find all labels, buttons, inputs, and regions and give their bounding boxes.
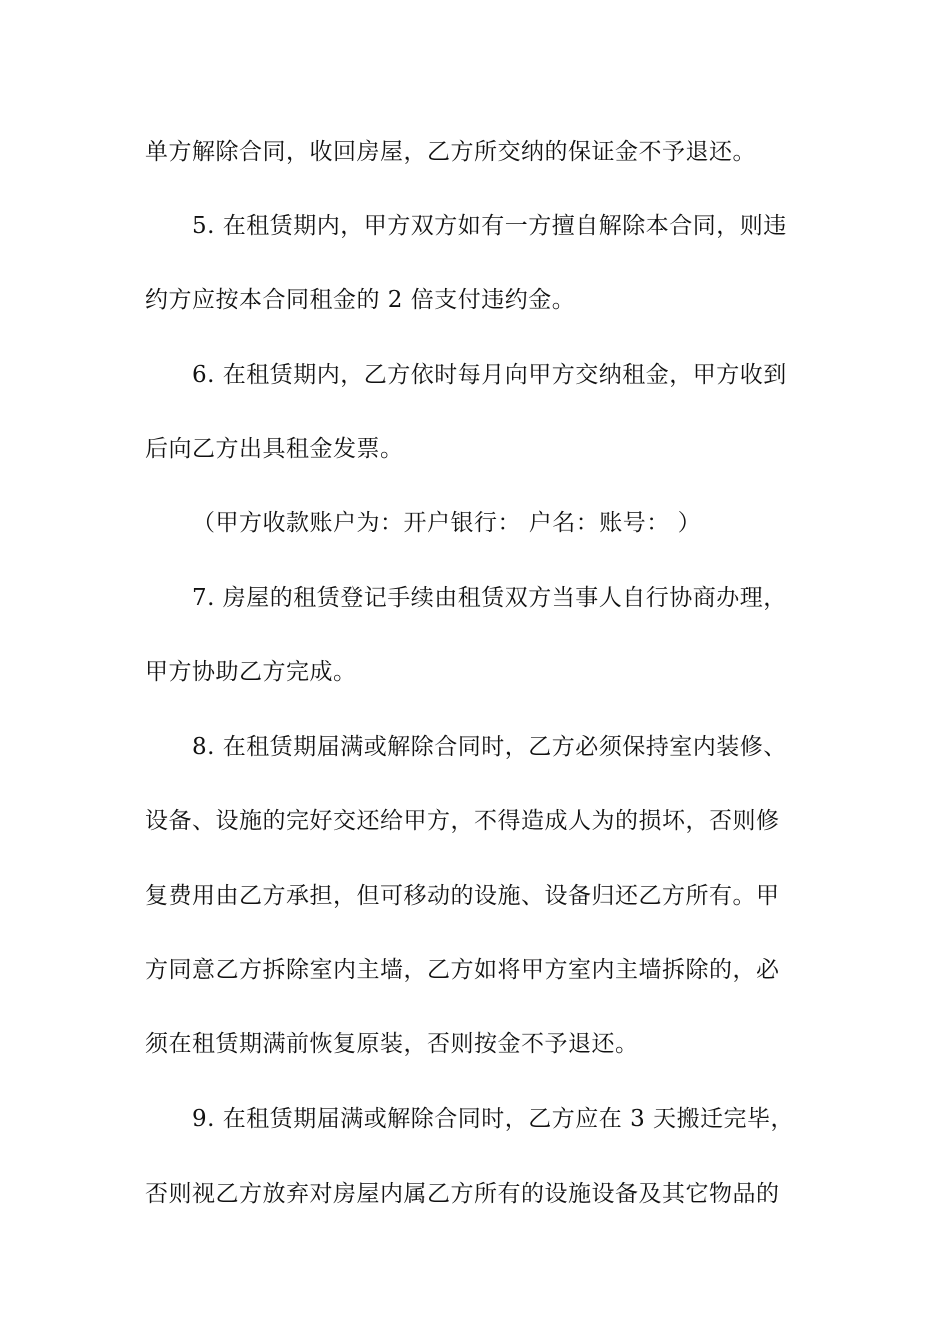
text-line-11: 复费用由乙方承担，但可移动的设施、设备归还乙方所有。甲	[145, 883, 780, 909]
text-line-4: 6. 在租赁期内，乙方依时每月向甲方交纳租金，甲方收到	[192, 362, 787, 388]
text-line-3: 约方应按本合同租金的 2 倍支付违约金。	[145, 287, 576, 313]
text-line-8: 甲方协助乙方完成。	[145, 659, 357, 685]
text-line-6: （甲方收款账户为：开户银行： 户名：账号： ）	[192, 510, 702, 536]
text-line-1: 单方解除合同，收回房屋，乙方所交纳的保证金不予退还。	[145, 139, 756, 165]
text-line-14: 9. 在租赁期届满或解除合同时，乙方应在 3 天搬迁完毕，	[192, 1106, 795, 1132]
text-line-12: 方同意乙方拆除室内主墙，乙方如将甲方室内主墙拆除的，必	[145, 957, 780, 983]
text-line-13: 须在租赁期满前恢复原装，否则按金不予退还。	[145, 1031, 639, 1057]
text-line-9: 8. 在租赁期届满或解除合同时，乙方必须保持室内装修、	[192, 734, 787, 760]
text-line-7: 7. 房屋的租赁登记手续由租赁双方当事人自行协商办理，	[192, 585, 787, 611]
text-line-2: 5. 在租赁期内，甲方双方如有一方擅自解除本合同，则违	[192, 213, 787, 239]
text-line-5: 后向乙方出具租金发票。	[145, 436, 404, 462]
text-line-15: 否则视乙方放弃对房屋内属乙方所有的设施设备及其它物品的	[145, 1181, 780, 1207]
text-line-10: 设备、设施的完好交还给甲方，不得造成人为的损坏，否则修	[145, 808, 780, 834]
